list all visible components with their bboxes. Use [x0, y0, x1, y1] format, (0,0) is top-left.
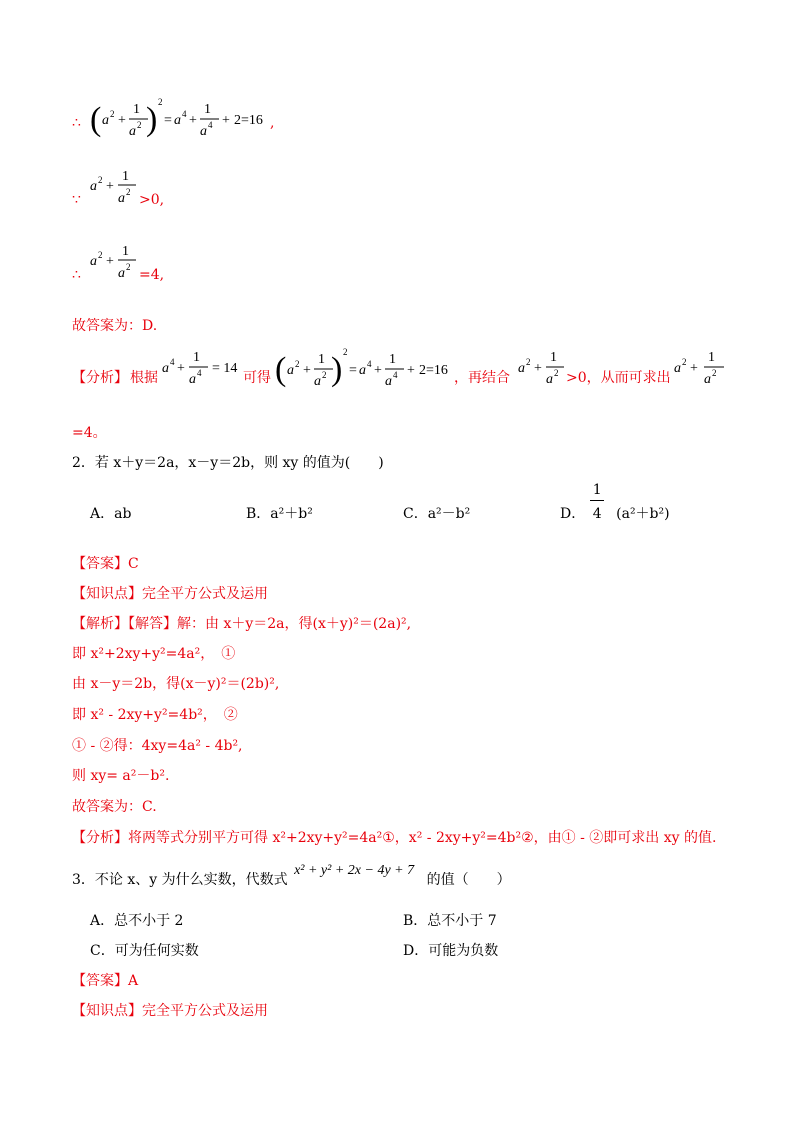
svg-text:4: 4 [393, 370, 398, 380]
svg-text:= 14: = 14 [212, 361, 238, 376]
svg-text:a: a [118, 266, 125, 281]
therefore-symbol-2: ∴ [72, 267, 81, 283]
derivation-line3-tail: =4, [139, 267, 165, 283]
q3-expression: x² + y² + 2x − 4y + 7 [294, 863, 415, 878]
svg-text:+: + [106, 254, 114, 269]
q2-knowledge: 【知识点】完全平方公式及运用 [72, 586, 268, 602]
analysis-text-a: 根据 [130, 370, 158, 386]
formula-a2-plus-inverse-4 [672, 350, 728, 395]
svg-text:2: 2 [126, 262, 131, 272]
svg-text:a: a [546, 372, 553, 387]
svg-text:a: a [90, 179, 97, 194]
svg-text:=: = [164, 113, 172, 128]
svg-text:a: a [174, 113, 181, 128]
svg-text:=: = [349, 363, 357, 378]
svg-text:a: a [118, 191, 125, 206]
svg-text:+: + [407, 363, 415, 378]
q3-stem-a: 3．不论 x、y 为什么实数，代数式 [72, 872, 288, 888]
q3-option-d: D．可能为负数 [403, 943, 499, 959]
svg-text:+: + [118, 113, 126, 128]
svg-text:4: 4 [170, 357, 175, 367]
q2-option-d [560, 482, 670, 524]
q2-answer-line: 故答案为：C. [72, 799, 157, 815]
svg-text:4: 4 [367, 359, 372, 369]
svg-text:a: a [518, 361, 525, 376]
analysis-text-c: ，再结合 [454, 370, 510, 386]
q3-knowledge: 【知识点】完全平方公式及运用 [72, 1003, 268, 1019]
svg-text:2: 2 [554, 368, 559, 378]
q2-option-d-suffix: (a²＋b²) [616, 506, 670, 522]
because-symbol: ∵ [72, 192, 81, 208]
svg-text:a: a [287, 363, 294, 378]
svg-text:(: ( [275, 351, 287, 388]
svg-text:2=16: 2=16 [419, 363, 448, 378]
svg-text:2: 2 [682, 357, 687, 367]
svg-text:2: 2 [343, 347, 348, 357]
svg-text:2: 2 [110, 109, 115, 119]
q3-stem [72, 863, 511, 891]
svg-text:4: 4 [182, 109, 187, 119]
q3-option-c: C．可为任何实数 [90, 943, 199, 959]
svg-text:a: a [674, 361, 681, 376]
svg-text:2: 2 [322, 370, 327, 380]
analysis-text-d: >0，从而可求出 [566, 370, 671, 386]
svg-text:+: + [374, 363, 382, 378]
svg-text:2=16: 2=16 [234, 113, 263, 128]
svg-text:+: + [222, 113, 230, 128]
q2-jiexi-text: 解：由 x＋y＝2a，得(x＋y)²＝(2a)², [177, 616, 412, 632]
q2-answer: 【答案】C [72, 556, 139, 572]
svg-text:1: 1 [550, 350, 557, 365]
q2-option-c: C．a²－b² [403, 506, 471, 522]
svg-text:1: 1 [708, 350, 715, 365]
q3-stem-b: 的值（ ） [426, 872, 511, 888]
formula-a4-eq-14 [160, 350, 250, 395]
svg-text:4: 4 [197, 368, 202, 378]
svg-text:+: + [690, 361, 698, 376]
analysis-text-b: 可得 [243, 370, 271, 386]
q2-step-2: 由 x－y＝2b，得(x－y)²＝(2b)², [72, 676, 280, 692]
q2-analysis-label: 【分析】 [72, 830, 128, 846]
q3-option-b: B．总不小于 7 [403, 913, 497, 929]
q2-option-d-fraction [590, 482, 606, 524]
svg-text:1: 1 [389, 352, 396, 367]
svg-text:(: ( [90, 101, 102, 138]
svg-text:a: a [129, 124, 136, 139]
formula-square-expansion-2 [273, 345, 463, 395]
svg-text:a: a [314, 374, 321, 389]
svg-text:a: a [704, 372, 711, 387]
svg-text:a: a [385, 374, 392, 389]
svg-text:2: 2 [98, 175, 103, 185]
svg-text:a: a [189, 372, 196, 387]
q2-option-b: B．a²＋b² [246, 506, 313, 522]
q2-analysis-text: 将两等式分别平方可得 x²+2xy+y²=4a²①，x² - 2xy+y²=4b²②，由① - ②即可求出 xy 的值. [128, 830, 717, 846]
q2-step-4: ① - ②得：4xy=4a² - 4b², [72, 738, 243, 754]
svg-text:1: 1 [204, 102, 211, 117]
derivation-line1-tail: , [270, 115, 275, 131]
svg-text:a: a [162, 361, 169, 376]
q2-step-3: 即 x² - 2xy+y²=4b²， ② [72, 707, 238, 723]
derivation-line2-tail: >0, [139, 192, 165, 208]
svg-text:a: a [102, 113, 109, 128]
svg-text:a: a [200, 124, 207, 139]
q2-step-1: 即 x²+2xy+y²=4a²， ① [72, 646, 236, 662]
q3-option-a: A．总不小于 2 [90, 913, 184, 929]
q2-option-a: A．ab [90, 506, 132, 522]
therefore-symbol: ∴ [72, 115, 81, 131]
svg-text:2: 2 [526, 357, 531, 367]
svg-text:2: 2 [137, 120, 142, 130]
svg-text:+: + [106, 179, 114, 194]
svg-text:1: 1 [318, 352, 325, 367]
svg-text:1: 1 [122, 169, 129, 184]
q2-stem: 2．若 x＋y＝2a，x－y＝2b，则 xy 的值为( ) [72, 455, 384, 471]
analysis-text-e: =4。 [72, 425, 107, 441]
formula-a2-plus-inverse-3 [516, 350, 568, 395]
svg-text:2: 2 [98, 250, 103, 260]
svg-text:+: + [189, 113, 197, 128]
formula-square-expansion [88, 95, 278, 145]
svg-text:a: a [359, 363, 366, 378]
q2-analysis [72, 828, 716, 848]
svg-text:+: + [177, 361, 185, 376]
q2-option-d-prefix: D． [560, 506, 586, 522]
svg-text:2: 2 [295, 359, 300, 369]
q2-option-d-frac-den: 4 [592, 506, 602, 522]
svg-text:2: 2 [158, 97, 163, 107]
svg-text:4: 4 [208, 120, 213, 130]
svg-text:): ) [146, 101, 158, 138]
q2-jiexi-label: 【解析】【解答】 [72, 616, 177, 632]
svg-text:+: + [534, 361, 542, 376]
svg-text:2: 2 [126, 187, 131, 197]
svg-text:+: + [303, 363, 311, 378]
svg-text:a: a [90, 254, 97, 269]
svg-text:1: 1 [193, 350, 200, 365]
svg-text:1: 1 [122, 244, 129, 259]
q3-answer: 【答案】A [72, 973, 139, 989]
svg-text:2: 2 [712, 368, 717, 378]
q2-jiexi [72, 614, 411, 634]
analysis-label: 【分析】 [72, 370, 128, 386]
svg-text:1: 1 [133, 102, 140, 117]
q2-step-5: 则 xy= a²－b². [72, 768, 170, 784]
q2-option-d-frac-num: 1 [592, 482, 602, 498]
svg-text:): ) [331, 351, 343, 388]
answer-line-1: 故答案为：D. [72, 318, 158, 334]
